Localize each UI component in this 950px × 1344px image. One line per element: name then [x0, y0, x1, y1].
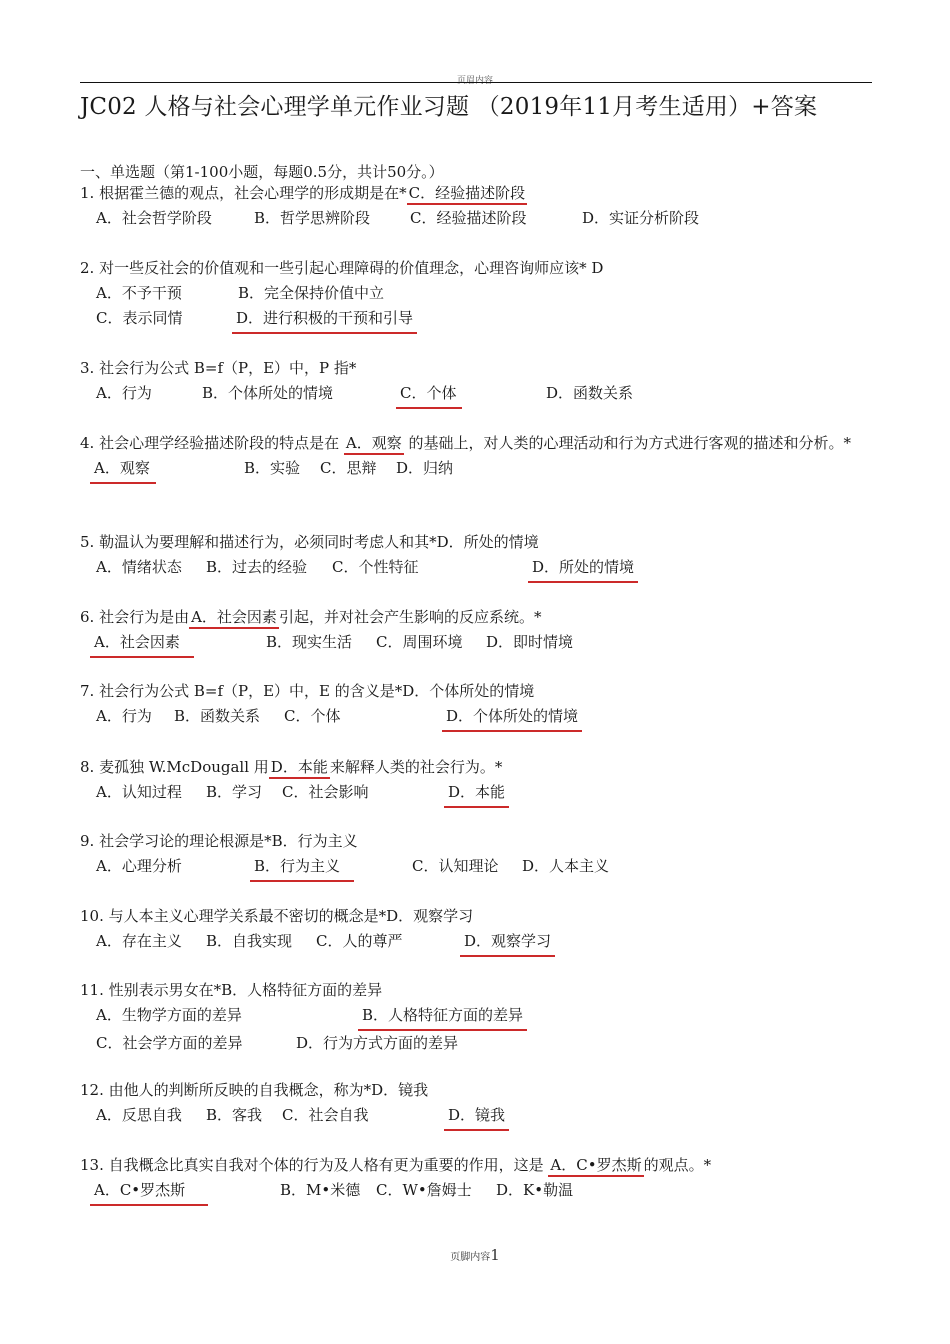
- stem-answer: A．C•罗杰斯: [548, 1156, 643, 1177]
- option-d-answer: D．个体所处的情境: [442, 704, 582, 732]
- question-4: [80, 431, 880, 484]
- option-a: A．认知过程: [96, 783, 182, 801]
- option-list: [96, 704, 880, 732]
- question-stem: 4. 社会心理学经验描述阶段的特点是在 A．观察 的基础上，对人类的心理活动和行为方式进行客观的描述和分析。*: [80, 431, 880, 456]
- option-b: B．现实生活: [266, 633, 353, 651]
- option-d-answer: D．镜我: [444, 1103, 509, 1131]
- question-10: [80, 904, 880, 957]
- option-c-answer: C．个体: [396, 381, 462, 409]
- page-number: 1: [490, 1246, 500, 1264]
- option-d: D．归纳: [396, 459, 454, 477]
- question-stem: 7. 社会行为公式 B=f（P，E）中，E 的含义是*D．个体所处的情境: [80, 682, 535, 700]
- question-9: [80, 829, 880, 882]
- option-d-answer: D．进行积极的干预和引导: [232, 306, 417, 334]
- option-b: B．个体所处的情境: [202, 384, 334, 402]
- option-a: A．心理分析: [96, 857, 182, 875]
- option-list: [90, 456, 880, 484]
- option-c: C．个性特征: [332, 558, 419, 576]
- question-stem: 11. 性别表示男女在*B．人格特征方面的差异: [80, 981, 383, 999]
- question-7: [80, 679, 880, 732]
- option-c: C．人的尊严: [316, 932, 403, 950]
- option-c: C．社会自我: [282, 1106, 369, 1124]
- option-c: C．社会学方面的差异: [96, 1034, 243, 1052]
- option-a: A．不予干预: [96, 284, 182, 302]
- option-b-answer: B．行为主义: [250, 854, 354, 882]
- option-list: [96, 306, 880, 334]
- option-b-answer: B．人格特征方面的差异: [358, 1003, 527, 1031]
- option-b: B．实验: [244, 459, 301, 477]
- option-list: [96, 929, 880, 957]
- option-a-answer: A．社会因素: [90, 630, 194, 658]
- question-stem: 9. 社会学习论的理论根源是*B．行为主义: [80, 832, 358, 850]
- option-b: B．客我: [206, 1106, 263, 1124]
- option-list: [96, 381, 880, 409]
- question-stem: 3. 社会行为公式 B=f（P，E）中，P 指*: [80, 359, 357, 377]
- option-list: [96, 1003, 880, 1031]
- question-2: [80, 256, 880, 334]
- question-8: [80, 755, 880, 808]
- option-a: A．行为: [96, 384, 152, 402]
- question-5: [80, 530, 880, 583]
- option-list: [96, 206, 880, 231]
- option-b: B．完全保持价值中立: [238, 284, 385, 302]
- question-11: [80, 978, 880, 1056]
- option-a: A．存在主义: [96, 932, 182, 950]
- option-list: [96, 555, 880, 583]
- option-d-answer: D．所处的情境: [528, 555, 638, 583]
- section-heading: 一、单选题（第1-100小题，每题0.5分，共计50分。）: [80, 163, 444, 181]
- option-a: A．生物学方面的差异: [96, 1006, 242, 1024]
- question-stem: 10. 与人本主义心理学关系最不密切的概念是*D．观察学习: [80, 907, 474, 925]
- option-c: C．社会影响: [282, 783, 369, 801]
- option-b: B．哲学思辨阶段: [254, 209, 371, 227]
- option-a: A．社会哲学阶段: [96, 209, 212, 227]
- option-list: [90, 1178, 880, 1206]
- stem-answer: D．个体所处的情境: [402, 682, 535, 700]
- question-stem: 12. 由他人的判断所反映的自我概念，称为*D．镜我: [80, 1081, 429, 1099]
- option-c: C．个体: [284, 707, 341, 725]
- document-title: JC02 人格与社会心理学单元作业习题 （2019年11月考生适用）+答案: [80, 94, 818, 120]
- question-stem: 13. 自我概念比真实自我对个体的行为及人格有更为重要的作用，这是 A．C•罗杰斯 的观点。*: [80, 1153, 880, 1178]
- option-d: D．人本主义: [522, 857, 610, 875]
- option-c: C．周围环境: [376, 633, 463, 651]
- option-b: B．自我实现: [206, 932, 293, 950]
- question-13: [80, 1153, 880, 1206]
- header-note: 页眉内容: [456, 76, 493, 86]
- option-a-answer: A．观察: [90, 456, 156, 484]
- page-footer: [0, 1246, 950, 1264]
- option-d: D．K•勒温: [496, 1181, 574, 1199]
- option-c: C．经验描述阶段: [410, 209, 527, 227]
- question-stem: 1. 根据霍兰德的观点，社会心理学的形成期是在* C．经验描述阶段: [80, 181, 880, 206]
- option-d: D．行为方式方面的差异: [296, 1034, 459, 1052]
- footer-note: 页脚内容: [450, 1252, 491, 1263]
- option-list: [96, 780, 880, 808]
- option-list: [96, 1031, 880, 1056]
- option-b: B．学习: [206, 783, 263, 801]
- question-stem: 6. 社会行为是由 A．社会因素 引起，并对社会产生影响的反应系统。*: [80, 605, 880, 630]
- stem-answer: A．观察: [344, 434, 404, 455]
- option-d-answer: D．本能: [444, 780, 509, 808]
- question-stem: 2. 对一些反社会的价值观和一些引起心理障碍的价值理念，心理咨询师应该* D: [80, 259, 604, 277]
- option-c: C．认知理论: [412, 857, 499, 875]
- question-stem: 8. 麦孤独 W.McDougall 用 D．本能 来解释人类的社会行为。*: [80, 755, 880, 780]
- stem-answer: D．本能: [269, 758, 330, 779]
- stem-answer: D．镜我: [371, 1081, 429, 1099]
- option-b: B．M•米德: [280, 1181, 361, 1199]
- option-d-answer: D．观察学习: [460, 929, 555, 957]
- stem-answer: D．观察学习: [386, 907, 474, 925]
- option-a: A．反思自我: [96, 1106, 182, 1124]
- option-c: C．表示同情: [96, 309, 183, 327]
- option-a-answer: A．C•罗杰斯: [90, 1178, 208, 1206]
- option-list: [96, 1103, 880, 1131]
- option-c: C．思辩: [320, 459, 377, 477]
- option-list: [96, 854, 880, 882]
- stem-answer: B．人格特征方面的差异: [221, 981, 383, 999]
- option-b: B．函数关系: [174, 707, 261, 725]
- option-b: B．过去的经验: [206, 558, 308, 576]
- stem-answer: D．所处的情境: [436, 533, 539, 551]
- option-a: A．行为: [96, 707, 152, 725]
- option-list: [96, 281, 880, 306]
- stem-answer: A．社会因素: [189, 608, 279, 629]
- option-d: D．实证分析阶段: [582, 209, 700, 227]
- question-3: [80, 356, 880, 409]
- question-1: [80, 181, 880, 231]
- option-c: C．W•詹姆士: [376, 1181, 472, 1199]
- option-d: D．即时情境: [486, 633, 574, 651]
- header-rule: [80, 82, 872, 83]
- question-12: [80, 1078, 880, 1131]
- question-6: [80, 605, 880, 658]
- option-d: D．函数关系: [546, 384, 634, 402]
- option-a: A．情绪状态: [96, 558, 182, 576]
- stem-answer: B．行为主义: [271, 832, 358, 850]
- question-stem: 5. 勒温认为要理解和描述行为，必须同时考虑人和其*D．所处的情境: [80, 533, 539, 551]
- option-list: [90, 630, 880, 658]
- stem-answer: C．经验描述阶段: [407, 184, 527, 205]
